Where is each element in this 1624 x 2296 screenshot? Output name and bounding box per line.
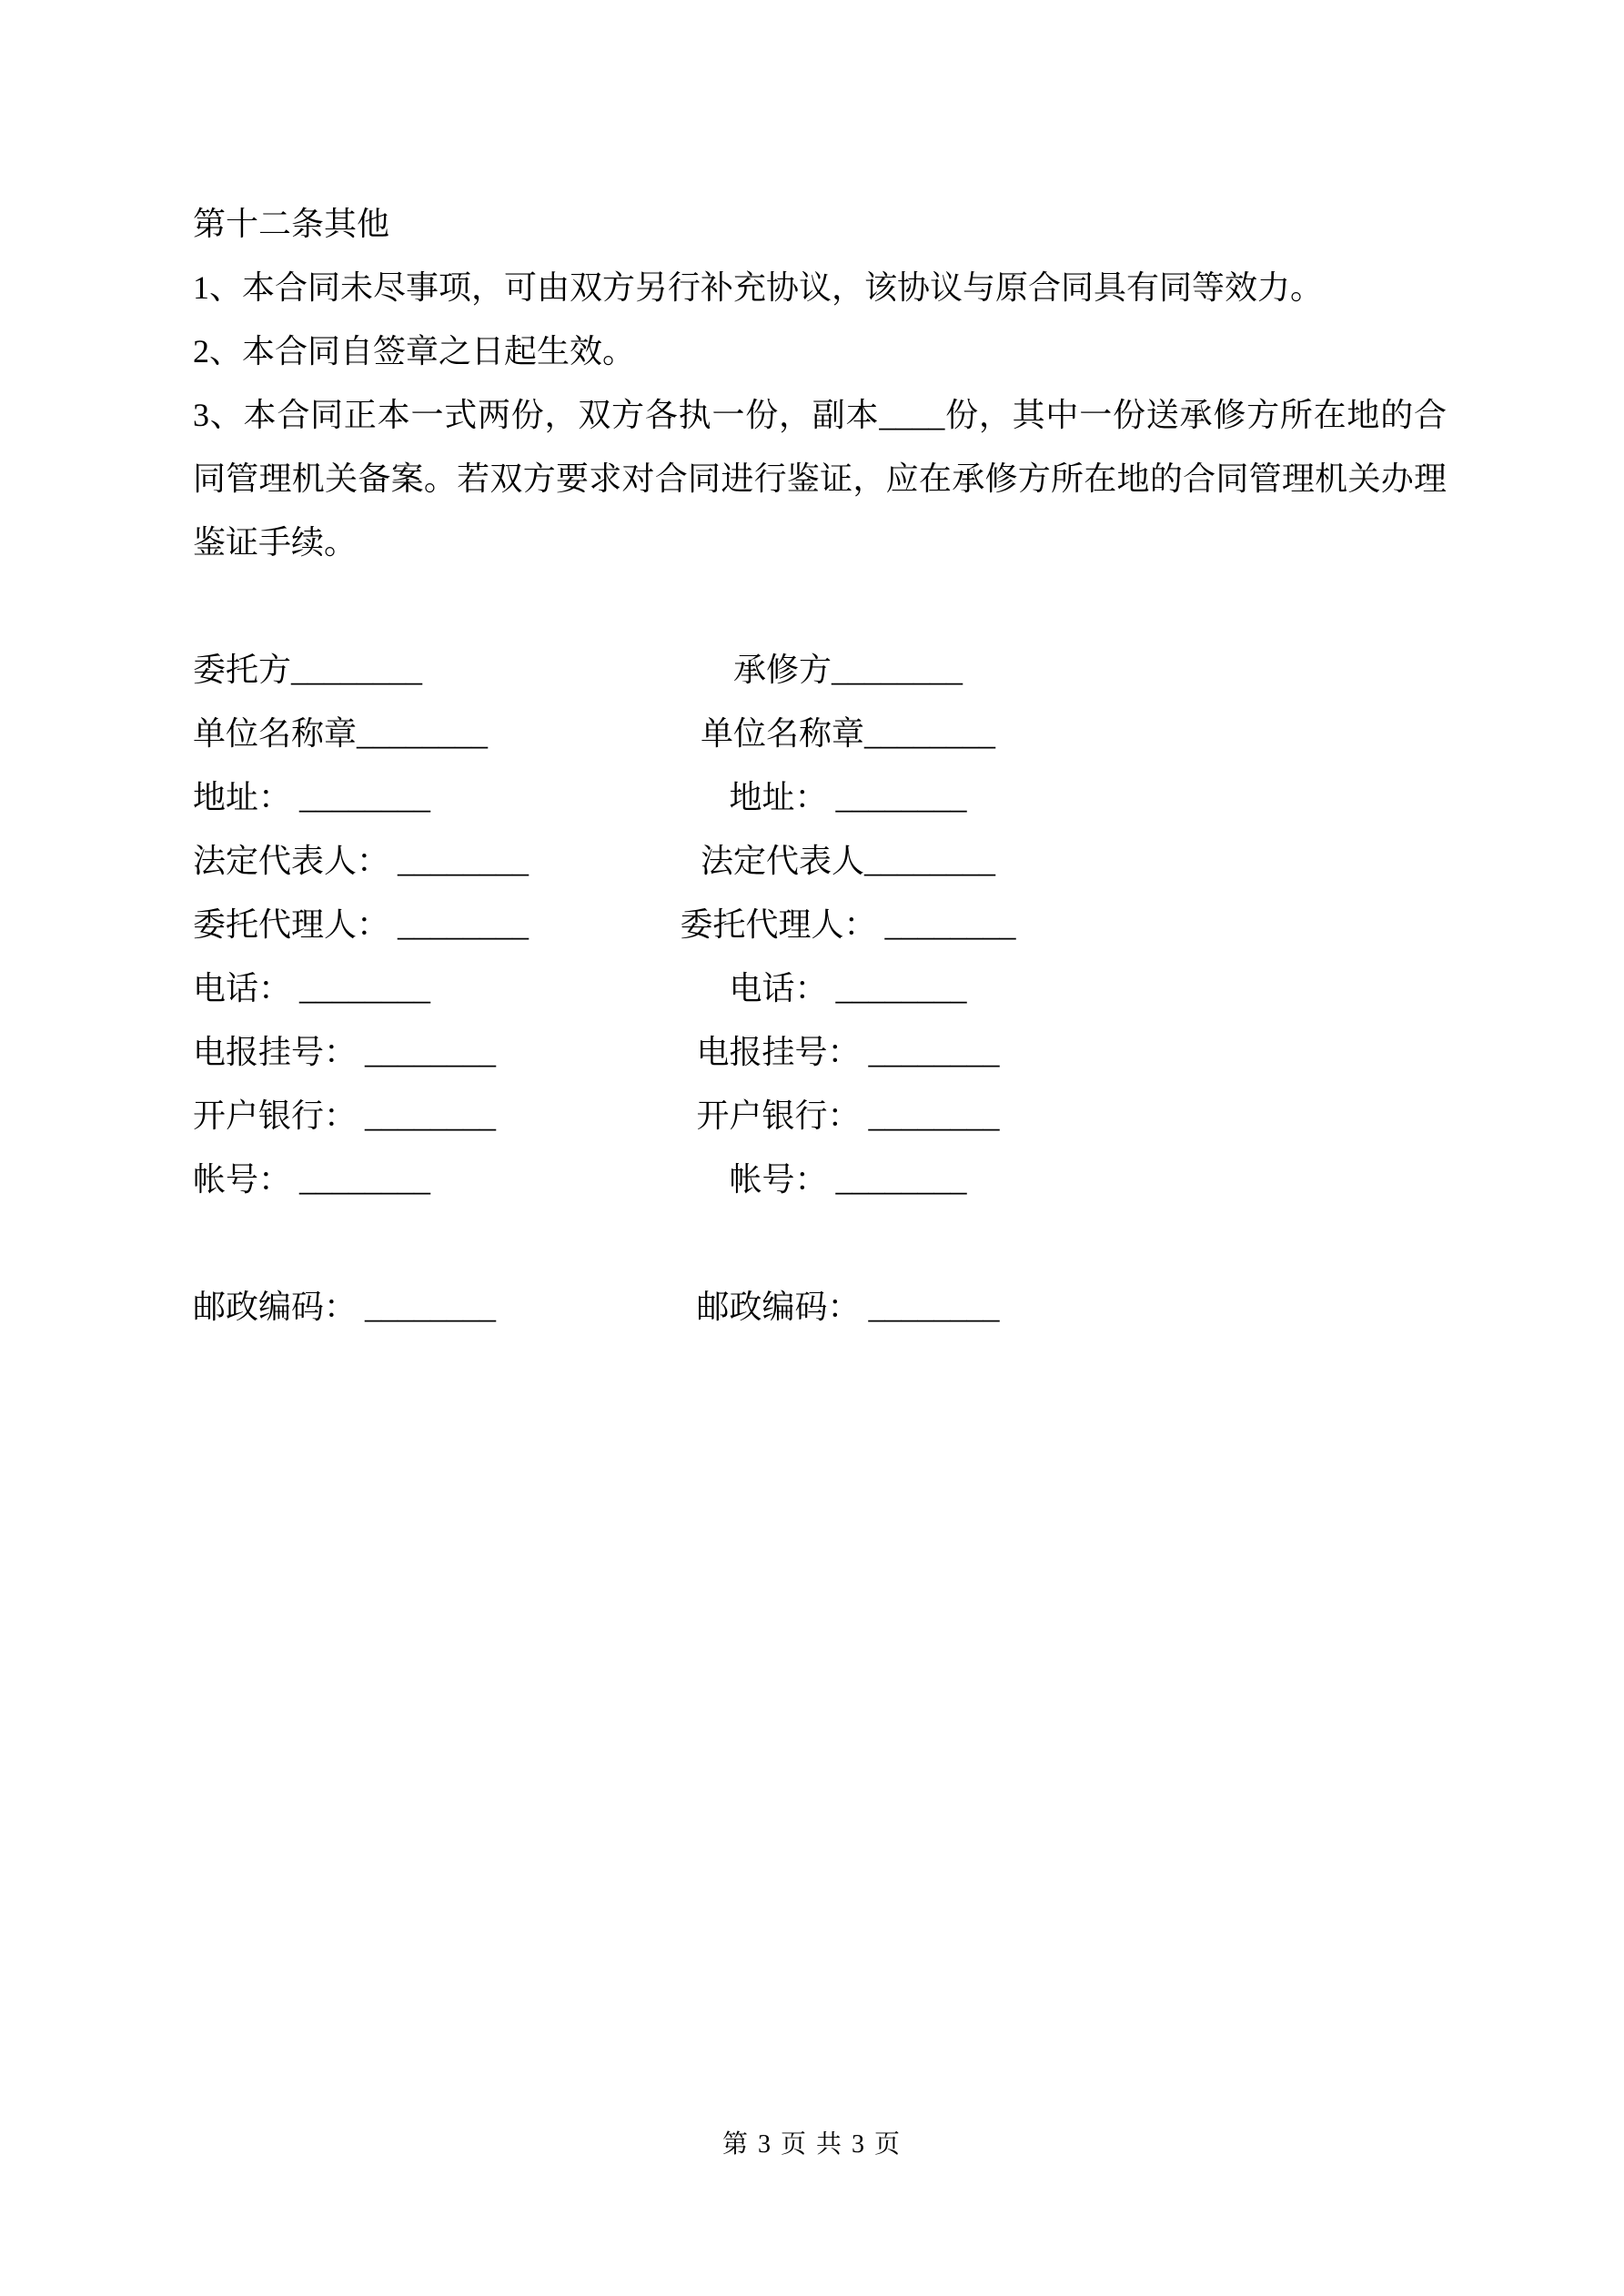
clause-2: 2、本合同自签章之日起生效。 [193, 333, 636, 369]
page-footer [0, 2126, 1624, 2164]
signature-row-bank [193, 1084, 1447, 1148]
signature-row-entrusted-agent [193, 893, 1447, 956]
signature-row-principal [193, 638, 1447, 702]
right-address-line: 地址： ________ [729, 779, 967, 815]
signature-block [193, 638, 1447, 1339]
right-telegraph-code-line: 电报挂号： ________ [696, 1034, 1000, 1070]
right-entrusted-agent-line: 委托代理人： ________ [680, 906, 1016, 943]
left-unit-seal-line: 单位名称章________ [193, 715, 489, 752]
signature-row-postal-code [193, 1275, 1447, 1339]
right-account-number-line: 帐号： ________ [729, 1161, 967, 1198]
clause-3: 3、本合同正本一式两份，双方各执一份，副本____份，其中一份送承修方所在地的合同管理机关备案。若双方要求对合同进行鉴证，应在承修方所在地的合同管理机关办理鉴证手续。 [193, 397, 1447, 561]
left-entrusted-agent-line: 委托代理人： ________ [193, 906, 530, 943]
right-repairer-line: 承修方________ [732, 652, 963, 688]
right-bank-line: 开户银行： ________ [696, 1097, 1000, 1134]
right-postal-code-line: 邮政编码： ________ [696, 1289, 1000, 1325]
right-legal-representative-line: 法定代表人________ [700, 843, 995, 879]
left-address-line: 地址： ________ [193, 779, 431, 815]
left-account-number-line: 帐号： ________ [193, 1161, 431, 1198]
signature-row-unit-seal [193, 702, 1447, 765]
left-postal-code-line: 邮政编码： ________ [193, 1289, 497, 1325]
left-bank-line: 开户银行： ________ [193, 1097, 497, 1134]
signature-row-legal-representative [193, 829, 1447, 893]
left-phone-line: 电话： ________ [193, 970, 431, 1006]
left-principal-line: 委托方________ [193, 652, 423, 688]
document-content [193, 192, 1447, 1339]
signature-row-phone [193, 956, 1447, 1020]
signature-row-account-number [193, 1148, 1447, 1211]
clause-heading: 第十二条其他 [193, 206, 390, 242]
left-legal-representative-line: 法定代表人： ________ [193, 843, 530, 879]
signature-row-address [193, 765, 1447, 829]
signature-row-telegraph-code [193, 1020, 1447, 1084]
left-telegraph-code-line: 电报挂号： ________ [193, 1034, 497, 1070]
right-unit-seal-line: 单位名称章________ [700, 715, 995, 752]
clause-1: 1、本合同未尽事项，可由双方另行补充协议，该协议与原合同具有同等效力。 [193, 269, 1324, 306]
page-number: 第 3 页 共 3 页 [721, 2130, 902, 2159]
right-phone-line: 电话： ________ [729, 970, 967, 1006]
